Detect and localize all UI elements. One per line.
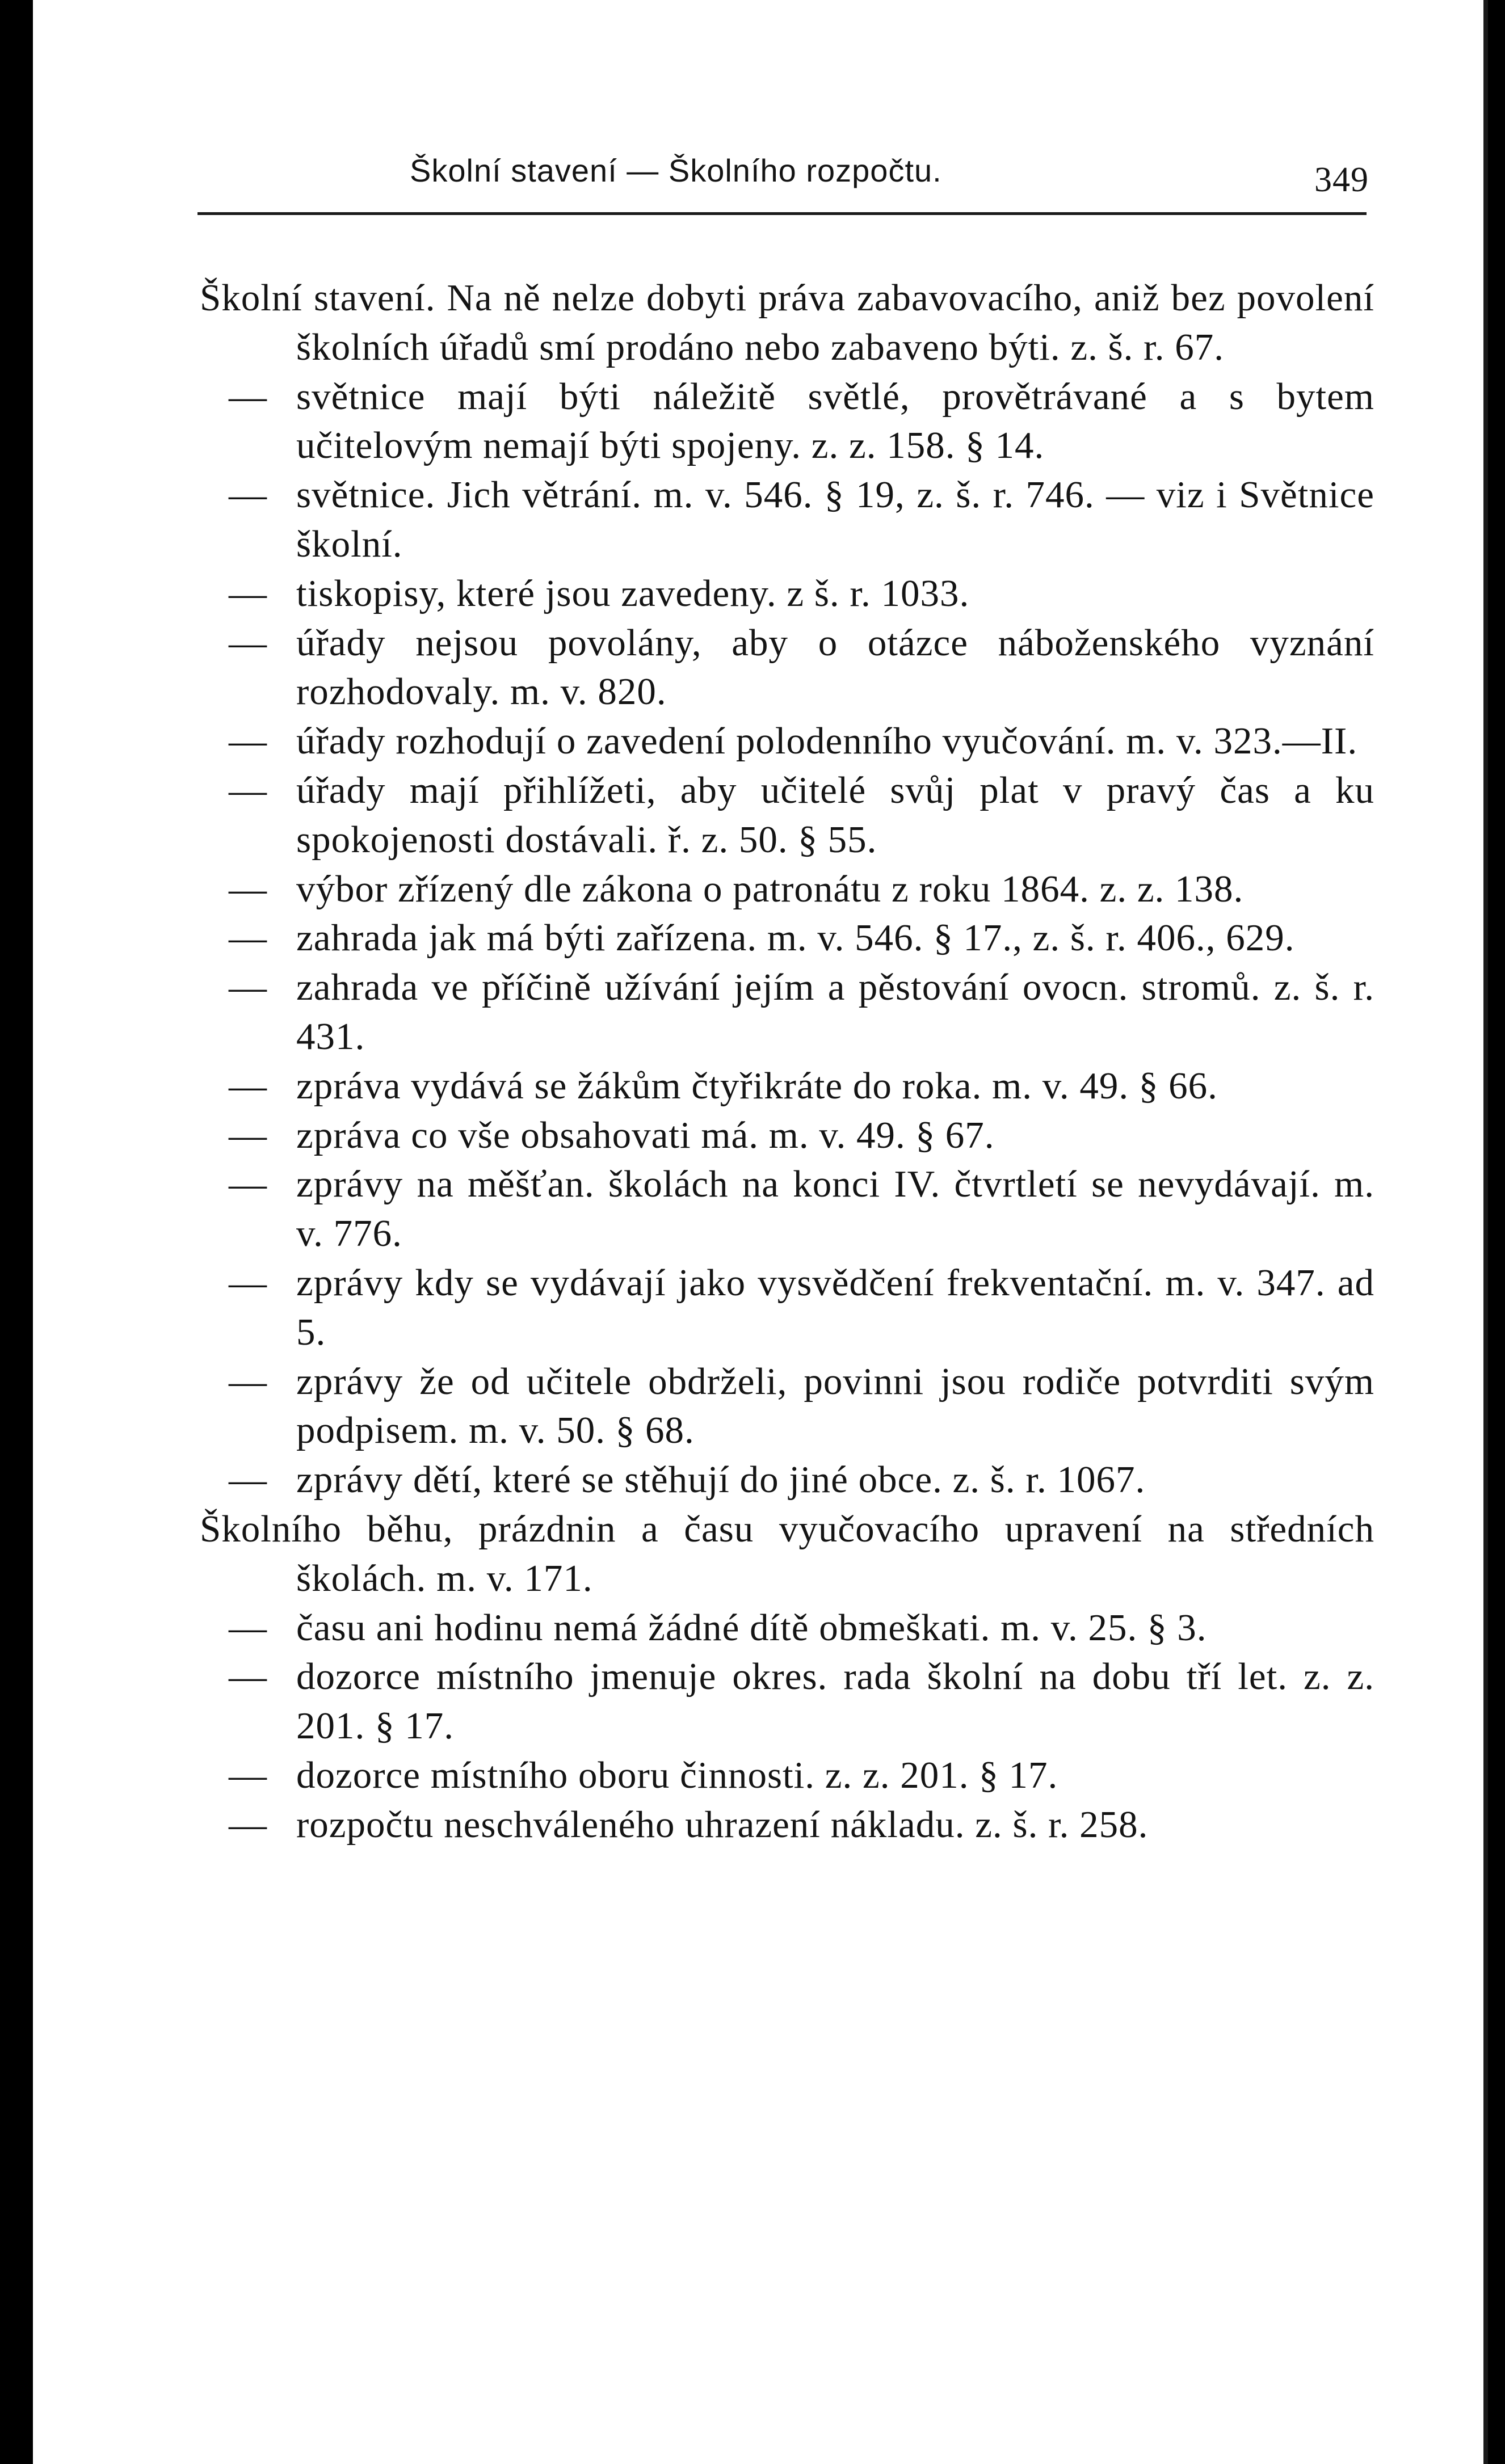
entry-sub (200, 1751, 1374, 1800)
entry-text: zpráva co vše obsahovati má. m. v. 49. § 67. (296, 1114, 995, 1156)
entry-dash: — (229, 474, 267, 516)
page-edge (1483, 0, 1488, 2464)
entry-sub (200, 1455, 1374, 1505)
entry-text: zahrada jak má býti zařízena. m. v. 546. § 17., z. š. r. 406., 629. (296, 917, 1295, 959)
entry-dash: — (229, 769, 267, 811)
entry-dash: — (229, 1754, 267, 1796)
entry-sub (200, 569, 1374, 618)
entry-text: zprávy dětí, které se stěhují do jiné obce. z. š. r. 1067. (296, 1459, 1146, 1501)
header-rule (197, 212, 1367, 215)
entry-text: dozorce místního jmenuje okres. rada školní na dobu tří let. z. z. 201. § 17. (296, 1656, 1374, 1747)
entry-sub (200, 865, 1374, 914)
entry-dash: — (229, 1360, 267, 1402)
entry-sub (200, 1652, 1374, 1751)
entry-text: zpráva vydává se žákům čtyřikráte do roka. m. v. 49. § 66. (296, 1064, 1218, 1107)
book-page (12, 0, 1488, 2464)
entry-text: úřady rozhodují o zavedení polodenního vyučování. m. v. 323.—II. (296, 720, 1358, 763)
entry-dash: — (229, 1261, 267, 1304)
entry-sub (200, 1603, 1374, 1653)
entry-sub (200, 1800, 1374, 1850)
entry-text: výbor zřízený dle zákona o patronátu z roku 1864. z. z. 138. (296, 867, 1244, 910)
entry-dash: — (229, 1064, 267, 1107)
entry-dash: — (229, 917, 267, 959)
entry-dash: — (229, 1114, 267, 1156)
entry-text: dozorce místního oboru činnosti. z. z. 201. § 17. (296, 1754, 1058, 1796)
entry-sub (200, 1062, 1374, 1111)
entry-sub (200, 618, 1374, 717)
entry-sub (200, 1258, 1374, 1357)
entry-dash: — (229, 1163, 267, 1206)
entry-text: zahrada ve příčině užívání jejím a pěstování ovocn. stromů. z. š. r. 431. (296, 966, 1374, 1058)
entry-dash: — (229, 572, 267, 614)
entry-dash: — (229, 867, 267, 910)
entry-dash: — (229, 375, 267, 418)
entry-dash: — (229, 720, 267, 763)
entry-sub (200, 1357, 1374, 1456)
entry-dash: — (229, 1606, 267, 1649)
entry-text: Školní stavení. Na ně nelze dobyti práva zabavovacího, aniž bez povolení školních úřadů smí prodáno nebo zabaveno býti. z. š. r. 67. (200, 277, 1374, 368)
entry-sub (200, 1111, 1374, 1160)
entry-main (200, 273, 1374, 372)
entry-sub (200, 963, 1374, 1062)
entry-dash: — (229, 1656, 267, 1698)
page-spine-shadow (12, 0, 33, 2464)
page-number: 349 (1314, 161, 1369, 199)
entry-text: světnice. Jich větrání. m. v. 546. § 19, z. š. r. 746. — viz i Světnice školní. (296, 474, 1374, 565)
header-title: Školní stavení — Školního rozpočtu. (410, 153, 942, 188)
running-header (410, 152, 1369, 197)
entry-sub (200, 766, 1374, 865)
entry-text: rozpočtu neschváleného uhrazení nákladu. z. š. r. 258. (296, 1803, 1149, 1846)
entry-text: světnice mají býti náležitě světlé, provětrávané a s bytem učitelovým nemají býti spojeny. z. z. 158. § 14. (296, 375, 1374, 467)
entry-text: úřady nejsou povolány, aby o otázce náboženského vyznání rozhodovaly. m. v. 820. (296, 621, 1374, 713)
entry-text: zprávy že od učitele obdrželi, povinni jsou rodiče potvrditi svým podpisem. m. v. 50. § 68. (296, 1360, 1374, 1452)
entry-sub (200, 913, 1374, 963)
entry-text: tiskopisy, které jsou zavedeny. z š. r. 1033. (296, 572, 970, 614)
entry-sub (200, 717, 1374, 766)
entry-dash: — (229, 1459, 267, 1501)
entry-dash: — (229, 966, 267, 1009)
entry-text: úřady mají přihlížeti, aby učitelé svůj plat v pravý čas a ku spokojenosti dostávali. ř. z. 50. § 55. (296, 769, 1374, 861)
entry-sub (200, 1160, 1374, 1258)
entry-text: času ani hodinu nemá žádné dítě obmeškati. m. v. 25. § 3. (296, 1606, 1207, 1649)
entry-sub (200, 470, 1374, 569)
entry-text: Školního běhu, prázdnin a času vyučovacího upravení na středních školách. m. v. 171. (200, 1507, 1374, 1599)
entry-dash: — (229, 1803, 267, 1846)
entry-main (200, 1505, 1374, 1603)
index-entries (200, 273, 1374, 1850)
entry-dash: — (229, 621, 267, 664)
entry-sub (200, 372, 1374, 471)
entry-text: zprávy na měšťan. školách na konci IV. čtvrtletí se nevydávají. m. v. 776. (296, 1163, 1374, 1255)
entry-text: zprávy kdy se vydávají jako vysvědčení frekventační. m. v. 347. ad 5. (296, 1261, 1374, 1353)
